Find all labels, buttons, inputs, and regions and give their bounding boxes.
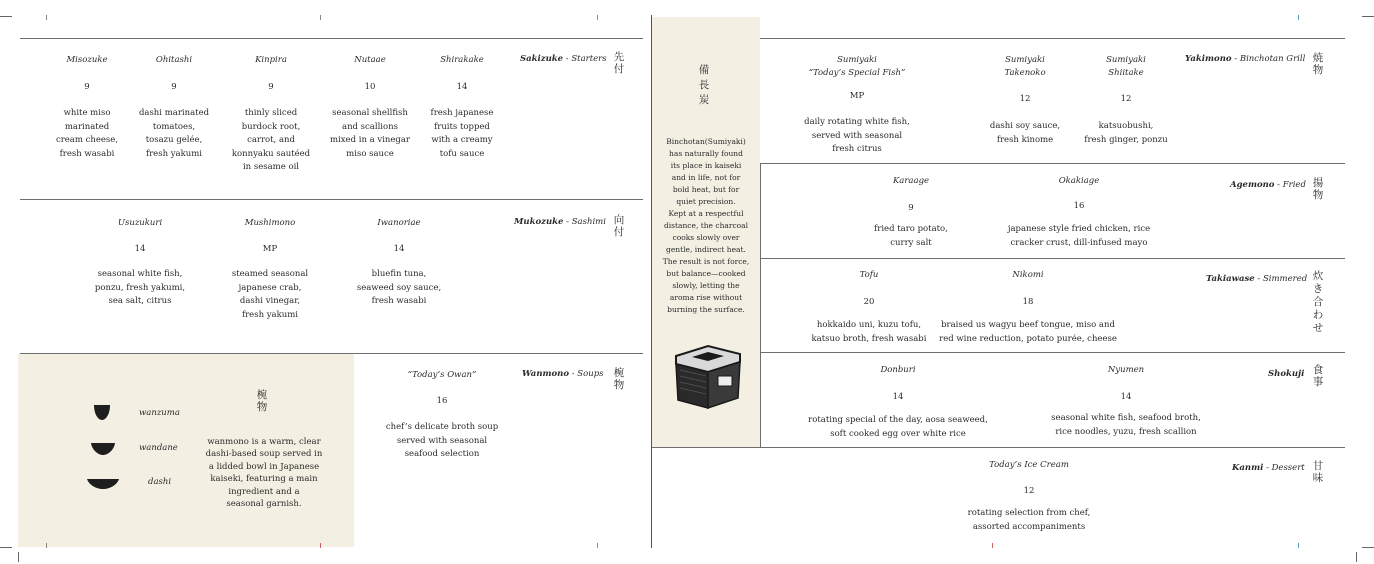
sashimi-price: MP (262, 244, 278, 254)
shokuji-name: Nyumen (1107, 365, 1145, 375)
sashimi-price: 14 (393, 244, 405, 254)
starter-price: 14 (456, 82, 468, 92)
binchotan-divider (760, 163, 761, 447)
bowl-wanzuma-icon (92, 403, 112, 423)
grill-price: MP (849, 91, 865, 101)
section-title-simmered: Takiawase - Simmered (1206, 274, 1308, 284)
starter-desc: dashi marinated tomatoes, tosazu gelée, fresh yakumi (138, 108, 210, 159)
section-subtitle: Simmered (1262, 274, 1308, 284)
soup-desc: chef’s delicate broth soup served with seasonal seafood selection (385, 422, 499, 459)
grill-name: Sumiyaki Shiitake (1106, 55, 1146, 78)
binchotan-kanji: 備 長 炭 (698, 64, 710, 106)
section-title-starters: Sakizuke - Starters (520, 54, 607, 64)
section-title-sashimi: Mukozuke - Sashimi (514, 217, 606, 227)
reg-mark (597, 543, 598, 548)
grill-name: Sumiyaki Takenoko (1004, 55, 1046, 78)
starter-name: Nutaae (354, 55, 386, 65)
section-kanji-fried: 揚 物 (1312, 177, 1324, 201)
starter-name: Ohitashi (155, 55, 193, 65)
section-name: Sakizuke (520, 54, 564, 64)
reg-mark (992, 543, 993, 548)
reg-mark (320, 15, 321, 20)
bowl-label: dashi (148, 477, 172, 487)
section-name: Yakimono (1185, 54, 1232, 64)
section-subtitle: Soups (577, 369, 604, 379)
starter-name: Misozuke (66, 55, 108, 65)
reg-mark (46, 15, 47, 20)
section-subtitle: Binchotan Grill (1239, 54, 1306, 64)
section-kanji-soups: 椀 物 (613, 367, 625, 391)
soup-price: 16 (436, 396, 448, 406)
shokuji-price: 14 (892, 392, 904, 402)
bowl-wandane-icon (90, 441, 116, 457)
charcoal-grill-icon (668, 342, 746, 412)
simmered-name: Tofu (859, 270, 879, 280)
section-title-grill: Yakimono - Binchotan Grill (1185, 54, 1306, 64)
section-name: Agemono (1230, 180, 1275, 190)
grill-desc: daily rotating white fish, served with seasonal fresh citrus (804, 117, 910, 154)
simmered-desc: hokkaido uni, kuzu tofu, katsuo broth, fresh wasabi (811, 320, 927, 344)
dessert-name: Today’s Ice Cream (989, 460, 1069, 470)
grill-price: 12 (1019, 94, 1031, 104)
section-subtitle: Fried (1282, 180, 1306, 190)
starter-price: 9 (84, 82, 90, 92)
starter-name: Shirakake (440, 55, 484, 65)
reg-mark (597, 15, 598, 20)
fried-desc: fried taro potato, curry salt (874, 224, 948, 248)
fried-name: Okakiage (1058, 176, 1100, 186)
section-name: Takiawase (1206, 274, 1255, 284)
section-kanji-shokuji: 食 事 (1312, 364, 1324, 388)
section-subtitle: Dessert (1271, 463, 1305, 473)
simmered-price: 20 (863, 297, 875, 307)
sashimi-desc: seasonal white fish, ponzu, fresh yakumi, sea salt, citrus (94, 269, 186, 306)
fried-price: 16 (1073, 201, 1085, 211)
crop-mark (18, 552, 19, 562)
owan-kanji: 椀 物 (256, 389, 268, 413)
section-name: Wanmono (522, 369, 570, 379)
crop-mark (0, 16, 12, 17)
section-kanji-simmered: 炊 き 合 わ せ (1312, 270, 1324, 334)
rule-top-left (20, 38, 643, 39)
crop-mark (1362, 16, 1374, 17)
section-title-shokuji (1268, 369, 1304, 379)
reg-mark (320, 543, 321, 548)
section-name: Mukozuke (514, 217, 564, 227)
binchotan-text: Binchotan(Sumiyaki) has naturally found its place in kaiseki and in life, not for bold heat, but for quiet precision. Kept at a respectful distance, the charcoal cooks slowly over gentle, indirect heat. The result is not force, but balance—cooked slowly, letting the aroma rise without burning the surface. (662, 137, 750, 314)
sashimi-name: Usuzukuri (117, 218, 163, 228)
starter-desc: thinly sliced burdock root, carrot, and konnyaku sautéed in sesame oil (231, 108, 311, 172)
starter-price: 9 (171, 82, 177, 92)
rule-simmered-bottom (760, 352, 1345, 353)
shokuji-desc: rotating special of the day, aosa seaweed, soft cooked egg over white rice (808, 415, 988, 439)
bowl-label: wandane (139, 443, 178, 453)
bowl-dashi-icon (86, 477, 120, 491)
section-title-dessert: Kanmi - Dessert (1232, 463, 1305, 473)
rule-shokuji-bottom (652, 447, 1345, 448)
fried-name: Karaage (892, 176, 930, 186)
crop-mark (1356, 552, 1357, 562)
grill-desc: dashi soy sauce, fresh kinome (989, 121, 1061, 145)
section-name: Shokuji (1268, 369, 1305, 379)
crop-mark (0, 547, 12, 548)
grill-price: 12 (1120, 94, 1132, 104)
rule-top-right (760, 38, 1345, 39)
starter-price: 10 (364, 82, 376, 92)
simmered-price: 18 (1022, 297, 1034, 307)
rule-fried-bottom (760, 258, 1345, 259)
section-kanji-dessert: 甘 味 (1312, 460, 1324, 484)
starter-desc: fresh japanese fruits topped with a creamy tofu sauce (430, 108, 494, 159)
starter-name: Kinpira (255, 55, 287, 65)
sashimi-desc: bluefin tuna, seaweed soy sauce, fresh wasabi (356, 269, 442, 306)
sashimi-price: 14 (134, 244, 146, 254)
reg-mark (1298, 543, 1299, 548)
sashimi-name: Iwanoriae (377, 218, 421, 228)
page-spine (651, 15, 652, 548)
dessert-desc: rotating selection from chef, assorted accompaniments (967, 508, 1091, 532)
soup-name: “Today’s Owan” (407, 370, 477, 380)
bowl-label: wanzuma (139, 408, 180, 418)
sashimi-name: Mushimono (244, 218, 296, 228)
starter-desc: white miso marinated cream cheese, fresh wasabi (55, 108, 119, 159)
simmered-desc: braised us wagyu beef tongue, miso and red wine reduction, potato purée, cheese (939, 320, 1117, 344)
section-kanji-grill: 焼 物 (1312, 52, 1324, 76)
section-name: Kanmi (1232, 463, 1264, 473)
grill-name: Sumiyaki “Today’s Special Fish” (808, 55, 906, 78)
owan-description: wanmono is a warm, clear dashi-based soup served in a lidded bowl in Japanese kaiseki, featuring a main ingredient and a seasonal garnish. (205, 437, 323, 510)
section-kanji-starters: 先 付 (613, 51, 625, 75)
rule-sashimi-bottom (20, 353, 643, 354)
section-title-fried: Agemono - Fried (1230, 180, 1306, 190)
section-kanji-sashimi: 向 付 (613, 214, 625, 238)
shokuji-desc: seasonal white fish, seafood broth, rice noodles, yuzu, fresh scallion (1051, 413, 1201, 437)
rule-grill-bottom (760, 163, 1345, 164)
starter-desc: seasonal shellfish and scallions mixed in a vinegar miso sauce (329, 108, 410, 159)
reg-mark (1298, 15, 1299, 20)
fried-desc: japanese style fried chicken, rice cracker crust, dill-infused mayo (1007, 224, 1151, 248)
shokuji-price: 14 (1120, 392, 1132, 402)
section-subtitle: Sashimi (571, 217, 606, 227)
section-title-soups: Wanmono - Soups (522, 369, 604, 379)
reg-mark (46, 543, 47, 548)
rule-starters-bottom (20, 199, 643, 200)
shokuji-name: Donburi (880, 365, 916, 375)
simmered-name: Nikomi (1012, 270, 1044, 280)
starter-price: 9 (268, 82, 274, 92)
sashimi-desc: steamed seasonal japanese crab, dashi vinegar, fresh yakumi (231, 269, 309, 320)
fried-price: 9 (908, 203, 914, 213)
dessert-price: 12 (1023, 486, 1035, 496)
section-subtitle: Starters (571, 54, 607, 64)
grill-desc: katsuobushi, fresh ginger, ponzu (1084, 121, 1168, 145)
crop-mark (1362, 547, 1374, 548)
